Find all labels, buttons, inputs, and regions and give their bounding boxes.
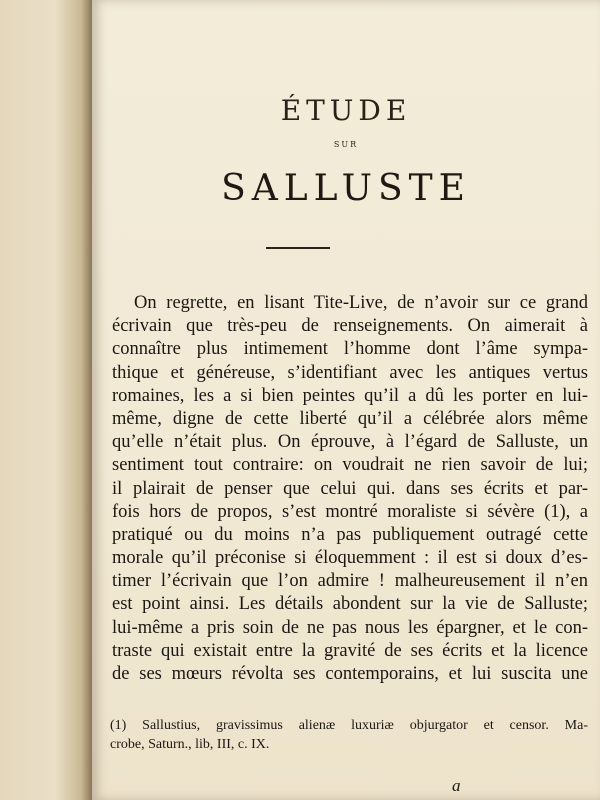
body-line: même, digne de cette liberté qu’il a célébrée alors même — [112, 408, 588, 429]
body-line: sentiment tout contraire: on voudrait ne rien savoir de lui; — [112, 455, 588, 476]
page-content — [92, 0, 600, 800]
title-etude: ÉTUDE — [280, 94, 412, 127]
title-main: SALLUSTE — [221, 168, 471, 209]
body-line: thique et généreuse, s’identifiant avec les antiques vertus — [112, 362, 588, 383]
body-line: il plairait de penser que celui qui. dans ses écrits et par- — [112, 478, 588, 499]
body-line: morale qu’il préconise si éloquemment : il est si doux d’es- — [112, 548, 588, 569]
footnote-line: crobe, Saturn., lib, III, c. IX. — [110, 737, 270, 752]
title-rule — [266, 247, 330, 249]
body-line: fois hors de propos, s’est montré moraliste si sévère (1), a — [112, 501, 588, 522]
title-sur: SUR — [333, 140, 359, 149]
body-line: connaître plus intimement l’homme dont l’âme sympa- — [112, 339, 588, 360]
body-line: traste qui existait entre la gravité de ses écrits et la licence — [112, 640, 588, 661]
book-gutter — [0, 0, 92, 800]
body-line: qu’elle n’était plus. On éprouve, à l’égard de Salluste, un — [112, 432, 588, 453]
body-line: pratiqué ou du moins n’a pas publiquement outragé cette — [112, 524, 588, 545]
body-line: On regrette, en lisant Tite-Live, de n’avoir sur ce grand — [134, 293, 588, 313]
signature-mark: a — [452, 776, 461, 795]
body-text — [112, 292, 588, 686]
book-page — [92, 0, 600, 800]
body-line: de ses mœurs révolta ses contemporains, et lui suscita une — [112, 664, 588, 684]
body-line: est point ainsi. Les détails abondent sur la vie de Salluste; — [112, 594, 588, 615]
body-line: lui-même a pris soin de ne pas nous les épargner, et le con- — [112, 617, 588, 638]
body-line: romaines, les a si bien peintes qu’il a dû les porter en lui- — [112, 385, 588, 406]
body-line: écrivain que très-peu de renseignements. On aimerait à — [112, 316, 588, 337]
footnote — [110, 716, 588, 754]
footnote-line: (1) Sallustius, gravissimus alienæ luxuriæ objurgator et censor. Ma- — [110, 718, 588, 733]
body-line: timer l’écrivain que l’on admire ! malheureusement il n’en — [112, 571, 588, 592]
